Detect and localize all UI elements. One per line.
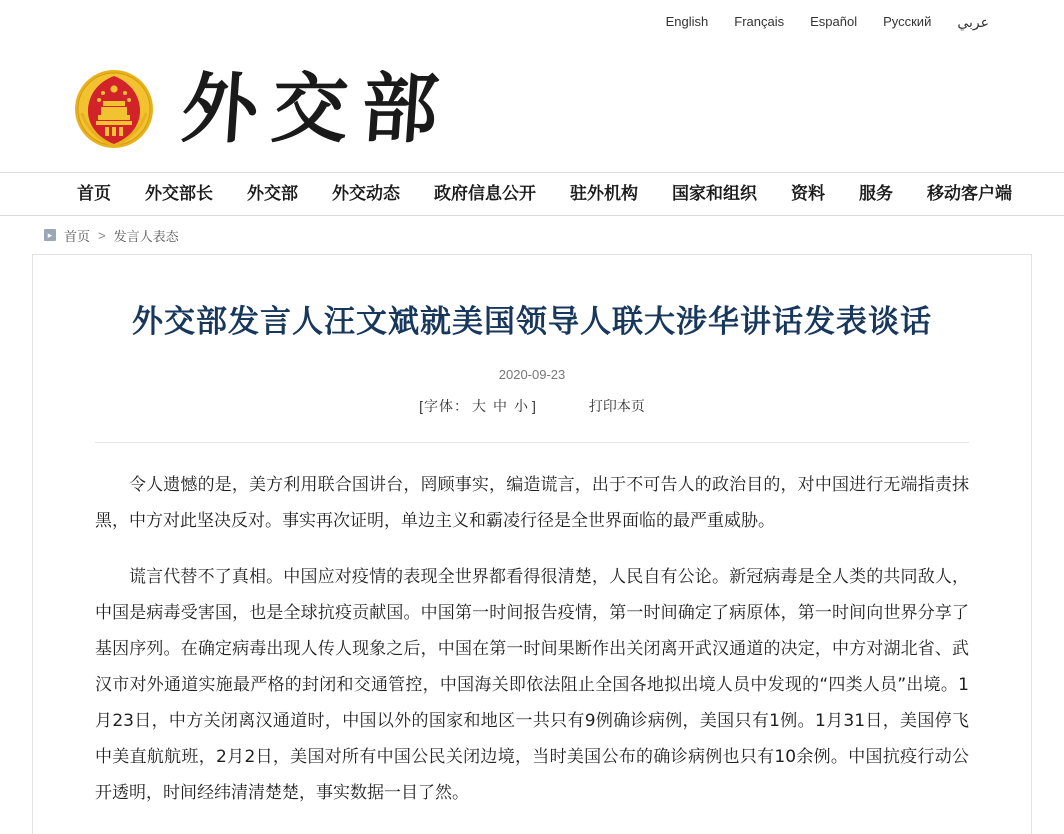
breadcrumb-home[interactable]: 首页 xyxy=(64,228,91,244)
article-body xyxy=(95,443,969,811)
font-size-close: ] xyxy=(532,398,537,414)
font-size-large[interactable]: 大 xyxy=(472,398,487,414)
breadcrumb-current[interactable]: 发言人表态 xyxy=(113,228,179,244)
nav-item-mobile-app[interactable]: 移动客户端 xyxy=(927,184,1012,203)
nav-item-minister[interactable]: 外交部长 xyxy=(145,184,213,203)
main-nav xyxy=(0,173,1064,215)
nav-item-news[interactable]: 外交动态 xyxy=(332,184,400,203)
nav-item-missions[interactable]: 驻外机构 xyxy=(570,184,638,203)
article-card xyxy=(32,254,1032,834)
page-title: 外交部发言人汪文斌就美国领导人联大涉华讲话发表谈话 xyxy=(132,304,932,339)
font-size-small[interactable]: 小 xyxy=(514,398,529,414)
national-emblem-icon xyxy=(72,67,156,151)
breadcrumb-separator: > xyxy=(98,227,106,243)
nav-item-countries[interactable]: 国家和组织 xyxy=(672,184,757,203)
nav-item-resources[interactable]: 资料 xyxy=(791,184,825,203)
language-bar xyxy=(0,0,1064,46)
article-tools xyxy=(95,396,969,416)
masthead xyxy=(0,46,1064,172)
lang-spanish[interactable]: Español xyxy=(810,14,858,29)
font-size-medium[interactable]: 中 xyxy=(493,398,508,414)
main-nav-wrapper xyxy=(0,172,1064,216)
nav-item-gov-info[interactable]: 政府信息公开 xyxy=(434,184,536,203)
breadcrumb xyxy=(0,216,1064,254)
breadcrumb-arrow-icon: ▸ xyxy=(44,229,56,241)
font-size-label: [字体： xyxy=(419,398,469,414)
article-paragraph: 谎言代替不了真相。中国应对疫情的表现全世界都看得很清楚，人民自有公论。新冠病毒是全人类的共同敌人，中国是病毒受害国，也是全球抗疫贡献国。中国第一时间报告疫情，第一时间确定了病原体，第一时间向世界分享了基因序列。在确定病毒出现人传人现象之后，中国在第一时间果断作出关闭离开武汉通道的决定，中方对湖北省、武汉市对外通道实施最严格的封闭和交通管控，中国海关即依法阻止全国各地拟出境人员中发现的“四类人员”出境。1月23日，中方关闭离汉通道时，中国以外的国家和地区一共只有9例确诊病例，美国只有1例。1月31日，美国停飞中美直航航班，2月2日，美国对所有中国公民关闭边境，当时美国公布的确诊病例也只有10余例。中国抗疫行动公开透明，时间经纬清清楚楚，事实数据一目了然。 xyxy=(95,567,969,803)
nav-item-services[interactable]: 服务 xyxy=(859,184,893,203)
nav-item-home[interactable]: 首页 xyxy=(77,184,111,203)
lang-english[interactable]: English xyxy=(665,14,709,29)
site-logotype: 外交部 xyxy=(178,64,456,153)
article-paragraph: 令人遗憾的是，美方利用联合国讲台，罔顾事实，编造谎言，出于不可告人的政治目的，对中国进行无端指责抹黑，中方对此坚决反对。事实再次证明，单边主义和霸凌行径是全世界面临的最严重威胁。 xyxy=(95,475,969,531)
print-page-link[interactable]: 打印本页 xyxy=(588,398,645,414)
lang-arabic[interactable]: عربي xyxy=(957,14,989,30)
article-date: 2020-09-23 xyxy=(498,367,566,382)
lang-french[interactable]: Français xyxy=(734,14,785,29)
font-size-control xyxy=(419,396,537,416)
nav-item-ministry[interactable]: 外交部 xyxy=(247,184,298,203)
lang-russian[interactable]: Русский xyxy=(883,14,932,29)
